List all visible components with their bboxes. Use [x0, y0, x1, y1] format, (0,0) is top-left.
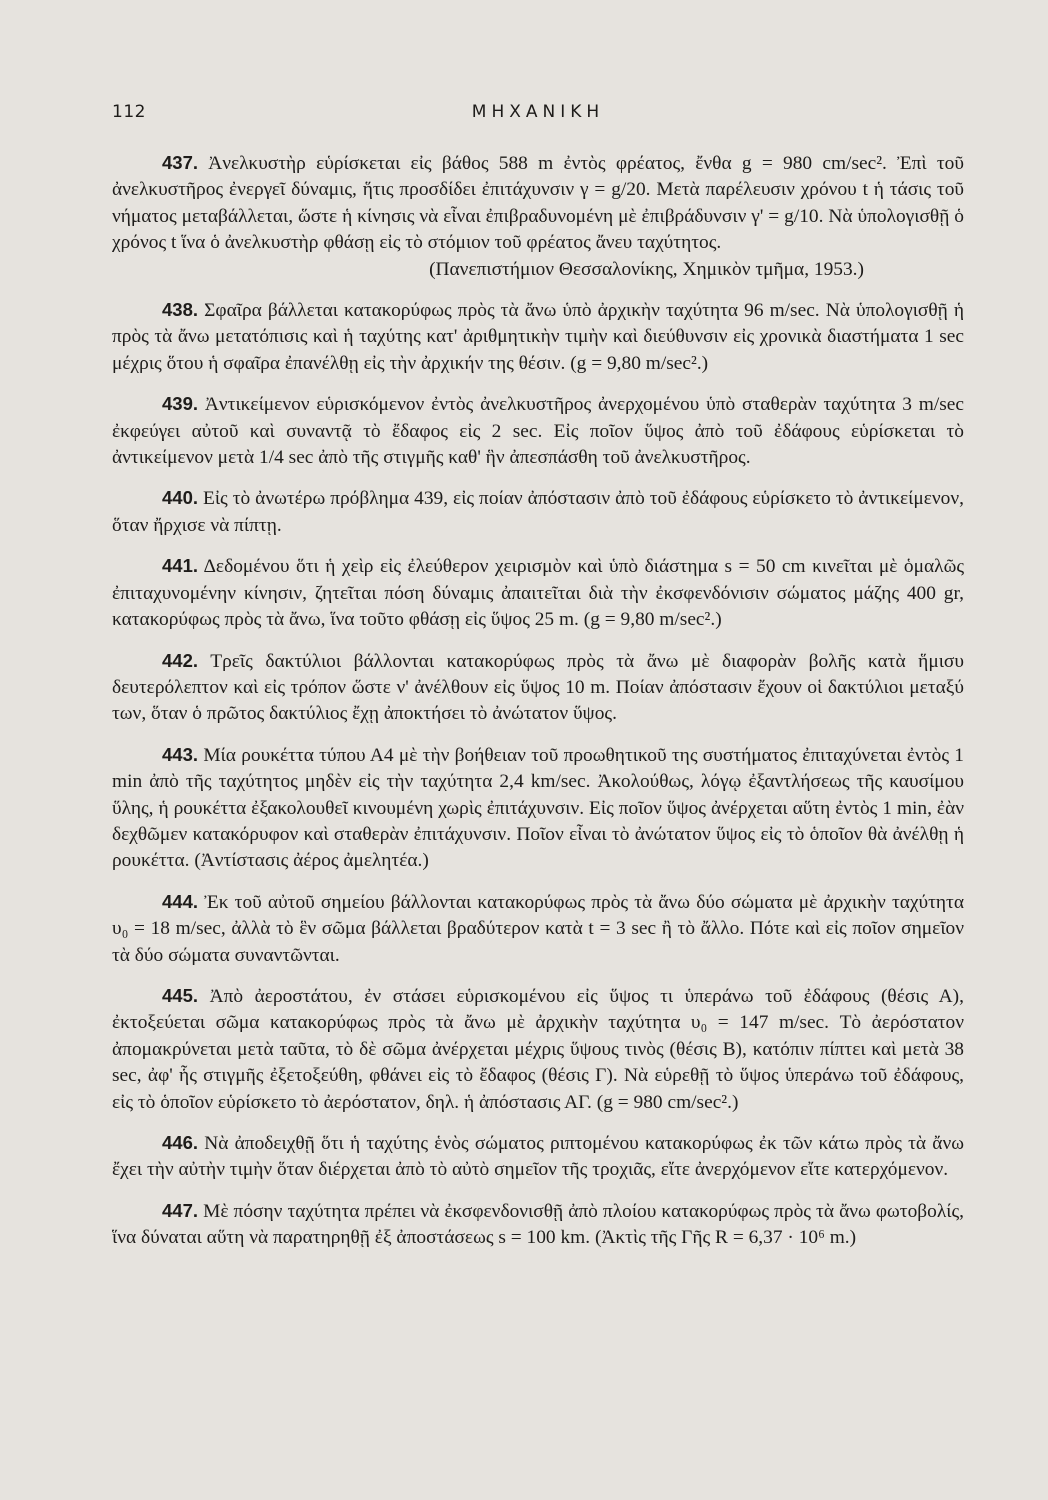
problem-number: 437.: [162, 152, 199, 173]
problem-440: [112, 485, 964, 539]
problem-number: 447.: [162, 1199, 199, 1221]
problem-441: [112, 553, 964, 633]
problem-source: (Πανεπιστήμιον Θεσσαλονίκης, Χημικὸν τμῆμα, 1953.): [429, 258, 864, 280]
problem-number: 445.: [162, 984, 199, 1006]
problem-text: Νὰ ἀποδειχθῇ ὅτι ἡ ταχύτης ἑνὸς σώματος ριπτομένου κατακορύφως ἐκ τῶν κάτω πρὸς τὰ ἄνω ἔχει τὴν αὐτὴν τιμὴν ὅταν διέρχεται ἀπὸ τὸ αὐτὸ σημεῖον τῆς τροχιᾶς, εἴτε ἀνερχόμενον εἴτε κατερχόμενον.: [112, 1133, 964, 1181]
problem-446: [112, 1130, 964, 1184]
problem-number: 443.: [162, 743, 199, 765]
problem-437: [112, 150, 964, 283]
problem-number: 441.: [162, 555, 199, 577]
problem-number: 438.: [162, 299, 199, 321]
page-number: 112: [112, 102, 146, 122]
page-header: [112, 102, 964, 130]
problem-text: Εἰς τὸ ἀνωτέρω πρόβλημα 439, εἰς ποίαν ἀπόστασιν ἀπὸ τοῦ ἐδάφους εὑρίσκετο τὸ ἀντικείμενον, ὅταν ἤρχισε νὰ πίπτῃ.: [112, 488, 964, 536]
problem-text: Ἀπὸ ἀεροστάτου, ἐν στάσει εὑρισκομένου εἰς ὕψος τι ὑπεράνω τοῦ ἐδάφους (θέσις Α), ἐκτοξεύεται σῶμα κατακορύφως πρὸς τὰ ἄνω μὲ ἀρχικὴν ταχύτητα υ₀ = 147 m/sec. Τὸ ἀερόστατον ἀπομακρύνεται μετὰ ταῦτα, τὸ δὲ σῶμα ἀνέρχεται μέχρις ὕψους τινὸς (θέσις Β), κατόπιν πίπτει καὶ μετὰ 38 sec, ἀφ' ἧς στιγμῆς ἐξετοξεύθη, φθάνει εἰς τὸ ἔδαφος (θέσις Γ). Νὰ εὑρεθῇ τὸ ὕψος ὑπεράνω τοῦ ἐδάφους, εἰς τὸ ὁποῖον εὑρίσκετο τὸ ἀερόστατον, δηλ. ἡ ἀπόστασις ΑΓ. (g = 980 cm/sec².): [112, 985, 964, 1113]
problem-text: Ἀντικείμενον εὑρισκόμενον ἐντὸς ἀνελκυστῆρος ἀνερχομένου ὑπὸ σταθερὰν ταχύτητα 3 m/sec ἐκφεύγει αὐτοῦ καὶ συναντᾷ τὸ ἔδαφος εἰς 2 sec. Εἰς ποῖον ὕψος ἀπὸ τοῦ ἐδάφους εὑρίσκεται τὸ ἀντικείμενον μετὰ 1/4 sec ἀπὸ τῆς στιγμῆς καθ' ἣν ἀπεσπάσθη τοῦ ἀνελκυστῆρος.: [112, 394, 964, 469]
problem-text: Σφαῖρα βάλλεται κατακορύφως πρὸς τὰ ἄνω ὑπὸ ἀρχικὴν ταχύτητα 96 m/sec. Νὰ ὑπολογισθῇ ἡ πρὸς τὰ ἄνω μετατόπισις καὶ ἡ ταχύτης κατ' ἀριθμητικὴν τιμὴν καὶ διεύθυνσιν εἰς χρονικὰ διαστήματα 1 sec μέχρις ὅτου ἡ σφαῖρα ἐπανέλθῃ εἰς τὴν ἀρχικήν της θέσιν. (g = 9,80 m/sec².): [112, 300, 965, 374]
problem-number: 446.: [162, 1132, 199, 1153]
problem-number: 439.: [162, 393, 199, 415]
problem-text: Δεδομένου ὅτι ἡ χεὶρ εἰς ἐλεύθερον χειρισμὸν καὶ ὑπὸ διάστημα s = 50 cm κινεῖται μὲ ὁμαλῶς ἐπιταχυνομένην κίνησιν, ζητεῖται πόση δύναμις ἀπαιτεῖται διὰ τὴν ἐκσφενδόνισιν σώματος μάζης 400 gr, κατακορύφως πρὸς τὰ ἄνω, ἵνα τοῦτο φθάσῃ εἰς ὕψος 25 m. (g = 9,80 m/sec².): [112, 556, 965, 631]
problem-text: Τρεῖς δακτύλιοι βάλλονται κατακορύφως πρὸς τὰ ἄνω μὲ διαφορὰν βολῆς κατὰ ἥμισυ δευτερόλεπτον καὶ εἰς τρόπον ὥστε ν' ἀνέλθουν εἰς ὕψος 10 m. Ποίαν ἀπόστασιν ἔχουν οἱ δακτύλιοι μεταξύ των, ὅταν ὁ πρῶτος δακτύλιος ἔχῃ ἀποκτήσει τὸ ἀνώτατον ὕψος.: [112, 650, 964, 725]
problem-438: [112, 297, 964, 377]
problem-number: 442.: [162, 649, 199, 671]
problem-442: [112, 648, 964, 728]
problem-text: Μὲ πόσην ταχύτητα πρέπει νὰ ἐκσφενδονισθῇ ἀπὸ πλοίου κατακορύφως πρὸς τὰ ἄνω φωτοβολίς, ἵνα δύναται αὕτη νὰ παρατηρηθῇ ἐξ ἀποστάσεως s = 100 km. (Ἀκτὶς τῆς Γῆς R = 6,37 · 10⁶ m.): [112, 1200, 964, 1249]
running-title: ΜΗΧΑΝΙΚΗ: [471, 102, 605, 122]
problem-text: Ἀνελκυστὴρ εὑρίσκεται εἰς βάθος 588 m ἐντὸς φρέατος, ἔνθα g = 980 cm/sec². Ἐπὶ τοῦ ἀνελκυστῆρος ἐνεργεῖ δύναμις, ἥτις προσδίδει ἐπιτάχυνσιν γ = g/20. Μετὰ παρέλευσιν χρόνου t ἡ τάσις τοῦ νήματος μεταβάλλεται, ὥστε ἡ κίνησις νὰ εἶναι ἐπιβραδυνομένη μὲ ἐπιβράδυνσιν γ' = g/10. Νὰ ὑπολογισθῇ ὁ χρόνος t ἵνα ὁ ἀνελκυστὴρ φθάσῃ εἰς τὸ στόμιον τοῦ φρέατος ἄνευ ταχύτητος.: [112, 153, 964, 254]
problem-list: [112, 150, 964, 1266]
problem-text: Μία ρουκέττα τύπου Α4 μὲ τὴν βοήθειαν τοῦ προωθητικοῦ της συστήματος ἐπιταχύνεται ἐντὸς 1 min ἀπὸ τῆς ταχύτητος μηδὲν εἰς τὴν ταχύτητα 2,4 km/sec. Ἀκολούθως, λόγῳ ἐξαντλήσεως τῆς καυσίμου ὕλης, ἡ ρουκέττα ἐξακολουθεῖ κινουμένη χωρὶς ἐπιτάχυνσιν. Εἰς ποῖον ὕψος ἀνέρχεται αὕτη ἐντὸς 1 min, ἐὰν δεχθῶμεν κατακόρυφον καὶ σταθερὰν ἐπιτάχυνσιν. Ποῖον εἶναι τὸ ἀνώτατον ὕψος εἰς τὸ ὁποῖον θὰ ἀνέλθῃ ἡ ρουκέττα. (Ἀντίστασις ἀέρος ἀμελητέα.): [112, 744, 964, 872]
problem-445: [112, 983, 964, 1116]
problem-447: [112, 1198, 964, 1252]
problem-number: 440.: [162, 487, 199, 509]
problem-444: [112, 889, 964, 969]
problem-text: Ἐκ τοῦ αὐτοῦ σημείου βάλλονται κατακορύφως πρὸς τὰ ἄνω δύο σώματα μὲ ἀρχικὴν ταχύτητα υ₀ = 18 m/sec, ἀλλὰ τὸ ἓν σῶμα βάλλεται βραδύτερον κατὰ t = 3 sec ἢ τὸ ἄλλο. Πότε καὶ εἰς ποῖον σημεῖον τὰ δύο σώματα συναντῶνται.: [112, 891, 964, 966]
problem-443: [112, 742, 964, 875]
problem-number: 444.: [162, 890, 199, 912]
problem-439: [112, 391, 964, 471]
